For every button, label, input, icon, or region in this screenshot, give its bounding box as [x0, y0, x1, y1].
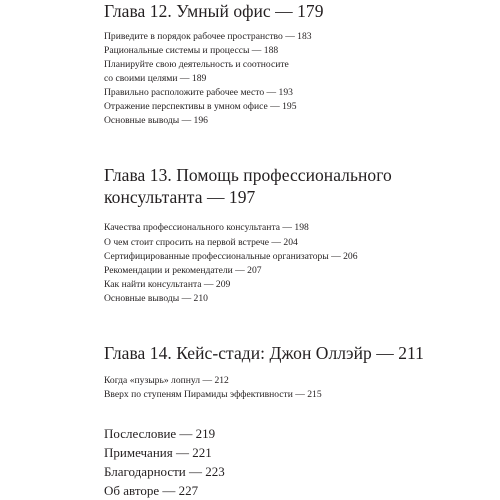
toc-entry: Сертифицированные профессиональные организаторы — 206: [104, 251, 358, 262]
toc-entry: Правильно расположите рабочее место — 193: [104, 87, 293, 98]
back-matter-notes: Примечания — 221: [104, 445, 212, 460]
back-matter-acknowledgements: Благодарности — 223: [104, 464, 225, 479]
toc-entry: Рациональные системы и процессы — 188: [104, 45, 279, 56]
toc-entry: Рекомендации и рекомендатели — 207: [104, 265, 262, 276]
toc-entry: Когда «пузырь» лопнул — 212: [104, 375, 229, 386]
chapter-13-title-line-2: консультанта — 197: [104, 187, 256, 207]
toc-entry: Основные выводы — 210: [104, 293, 208, 304]
chapter-12-title: Глава 12. Умный офис — 179: [104, 1, 324, 21]
back-matter-afterword: Послесловие — 219: [104, 426, 216, 441]
toc-entry: Планируйте свою деятельность и соотносите: [104, 59, 289, 70]
toc-entry: со своими целями — 189: [104, 73, 207, 84]
toc-entry: Основные выводы — 196: [104, 115, 208, 126]
toc-entry: Приведите в порядок рабочее пространство — 183: [104, 31, 312, 42]
toc-entry: Качества профессионального консультанта — 198: [104, 222, 309, 233]
toc-entry: Отражение перспективы в умном офисе — 195: [104, 101, 297, 112]
chapter-14-title: Глава 14. Кейс-стади: Джон Оллэйр — 211: [104, 343, 424, 363]
back-matter-about-author: Об авторе — 227: [104, 483, 199, 498]
chapter-13-title-line-1: Глава 13. Помощь профессионального: [104, 165, 392, 185]
toc-entry: Вверх по ступеням Пирамиды эффективности — 215: [104, 389, 322, 400]
toc-entry: О чем стоит спросить на первой встрече — 204: [104, 237, 298, 248]
toc-entry: Как найти консультанта — 209: [104, 279, 231, 290]
